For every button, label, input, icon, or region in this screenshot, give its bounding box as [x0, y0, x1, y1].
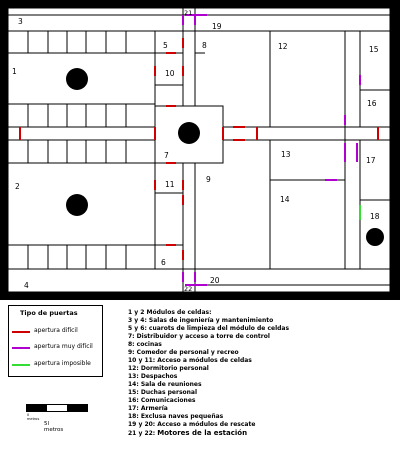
- room-label-6: 6: [161, 258, 166, 267]
- room-label-10: 10: [165, 69, 175, 78]
- room-list-item: 15: Duchas personal: [128, 389, 198, 396]
- room-label-3: 3: [18, 17, 23, 26]
- room-list: [128, 309, 396, 438]
- legend-swatch-impossible: [12, 364, 30, 366]
- room-list-item: 16: Comunicaciones: [128, 397, 196, 404]
- room-label-18: 18: [370, 212, 380, 221]
- room-list-item: 8: cocinas: [128, 341, 162, 348]
- room-label-21: 21: [184, 9, 193, 17]
- room-label-15: 15: [369, 45, 379, 54]
- room-list-item: 5 y 6: cuarots de limpieza del módulo de celdas: [128, 325, 290, 332]
- scale-bar-frame: [26, 404, 88, 412]
- room-label-7: 7: [164, 151, 169, 160]
- room-label-16: 16: [367, 99, 377, 108]
- room-label-17: 17: [366, 156, 376, 165]
- room-label-2: 2: [15, 182, 20, 191]
- cell-block-2-marker: [66, 194, 88, 216]
- room-list-item: 14: Sala de reuniones: [128, 381, 202, 388]
- door-legend: [8, 305, 103, 377]
- room-list-item: 10 y 11: Acceso a módulos de celdas: [128, 357, 252, 364]
- room-list-item: 19 y 20: Acceso a módulos de rescate: [128, 421, 256, 428]
- room-label-12: 12: [278, 42, 288, 51]
- dock-marker: [366, 228, 384, 246]
- legend-label-impossible: apertura imposible: [34, 360, 91, 367]
- room-list-item: 17: Armería: [128, 405, 168, 412]
- cell-block-1-marker: [66, 68, 88, 90]
- room-label-9: 9: [206, 175, 211, 184]
- scale-small-label: 0 metros: [27, 413, 40, 421]
- legend-title: Tipo de puertas: [20, 309, 78, 317]
- room-label-13: 13: [281, 150, 291, 159]
- room-list-item: 7: Distribuidor y acceso a torre de control: [128, 333, 270, 340]
- room-label-5: 5: [163, 41, 168, 50]
- legend-swatch-very-hard: [12, 347, 30, 349]
- legend-label-very-hard: apertura muy difícil: [34, 343, 93, 350]
- room-list-item: 9: Comedor de personal y recreo: [128, 349, 239, 356]
- room-list-item: 18: Exclusa naves pequeñas: [128, 413, 224, 420]
- legend-label-hard: apertura difícil: [34, 327, 78, 334]
- room-list-item: 12: Dormitorio personal: [128, 365, 209, 372]
- room-label-11: 11: [165, 180, 175, 189]
- room-list-last-text: Motores de la estación: [157, 429, 248, 437]
- room-list-item: 3 y 4: Salas de ingeniería y mantenimiento: [128, 317, 274, 324]
- scale-caption: 5l metros: [44, 421, 64, 433]
- room-list-last-prefix: 21 y 22:: [128, 430, 156, 437]
- room-label-19: 19: [212, 22, 222, 31]
- scale-segment-2: [67, 405, 87, 411]
- room-label-14: 14: [280, 195, 290, 204]
- room-list-item: 13: Despachos: [128, 373, 178, 380]
- scale-segment-1: [27, 405, 47, 411]
- control-tower-marker: [178, 122, 200, 144]
- room-list-item: 1 y 2 Módulos de celdas:: [128, 309, 212, 316]
- legend-swatch-hard: [12, 331, 30, 333]
- room-label-22: 22: [184, 285, 193, 293]
- room-label-8: 8: [202, 41, 207, 50]
- room-label-20: 20: [210, 276, 220, 285]
- room-label-1: 1: [12, 67, 17, 76]
- room-label-4: 4: [24, 281, 29, 290]
- room-list-item-last: [128, 429, 396, 438]
